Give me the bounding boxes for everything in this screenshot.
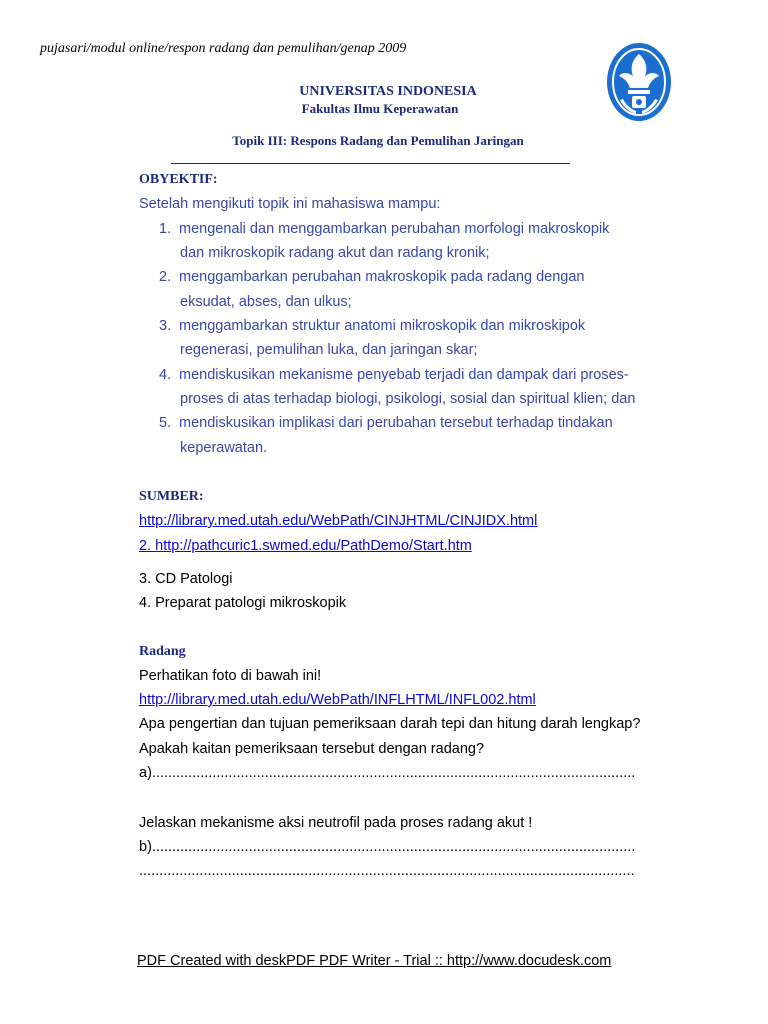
objective-item-continuation: proses di atas terhadap biologi, psikologi, sosial dan spiritual klien; dan [180,391,636,407]
objective-item-continuation: regenerasi, pemulihan luka, dan jaringan skar; [180,342,478,358]
question-3: Jelaskan mekanisme aksi neutrofil pada proses radang akut ! [139,815,533,831]
objective-heading: OBYEKTIF: [139,172,218,187]
source-link-2-row[interactable] [139,538,472,554]
item-number: 1. [159,221,172,237]
item-text: menggambarkan perubahan makroskopik pada radang dengan [179,269,585,285]
item-number: 3. [159,318,172,334]
question-1: Apa pengertian dan tujuan pemeriksaan darah tepi dan hitung darah lengkap? [139,716,641,732]
radang-instruction: Perhatikan foto di bawah ini! [139,668,322,684]
item-number: 2. [159,269,172,285]
objective-item [159,269,584,285]
source-item-4: 4. Preparat patologi mikroskopik [139,595,347,611]
item-text: mendiskusikan mekanisme penyebab terjadi dan dampak dari proses- [179,367,629,383]
source-link-1[interactable]: http://library.med.utah.edu/WebPath/CINJHTML/CINJIDX.html [139,513,538,529]
sources-heading: SUMBER: [139,489,204,504]
source-link-2[interactable]: http://pathcuric1.swmed.edu/PathDemo/Start.htm [155,538,472,554]
objective-item [159,318,585,334]
objective-intro: Setelah mengikuti topik ini mahasiswa mampu: [139,196,441,212]
answer-a-line: a)........................................................................................................................ [139,765,636,781]
faculty-name: Fakultas Ilmu Keperawatan [301,101,459,116]
item-text: mengenali dan menggambarkan perubahan morfologi makroskopik [179,221,610,237]
title-divider [171,163,570,164]
item-text: menggambarkan struktur anatomi mikroskopik dan mikroskipok [179,318,586,334]
radang-photo-link[interactable]: http://library.med.utah.edu/WebPath/INFLHTML/INFL002.html [139,692,536,708]
objective-item [159,415,613,431]
objective-item [159,367,629,383]
objective-item-continuation: dan mikroskopik radang akut dan radang kronik; [180,245,490,261]
source-item-3: 3. CD Patologi [139,571,233,587]
answer-b-line: b)........................................................................................................................ [139,839,636,855]
item-text: mendiskusikan implikasi dari perubahan tersebut terhadap tindakan [179,415,613,431]
objective-item [159,221,609,237]
answer-b-line-2: ........................................................................................................................... [139,863,635,879]
objective-item-continuation: eksudat, abses, dan ulkus; [180,294,352,310]
item-number: 4. [159,367,172,383]
pdf-footer[interactable]: PDF Created with deskPDF PDF Writer - Trial :: http://www.docudesk.com [137,953,612,969]
radang-heading: Radang [139,644,186,659]
topic-title: Topik III: Respons Radang dan Pemulihan Jaringan [232,133,524,148]
question-2: Apakah kaitan pemeriksaan tersebut dengan radang? [139,741,485,757]
university-name: UNIVERSITAS INDONESIA [299,84,477,99]
source-link-2-number: 2. [139,538,156,554]
item-number: 5. [159,415,172,431]
objective-item-continuation: keperawatan. [180,440,268,456]
running-title: pujasari/modul online/respon radang dan pemulihan/genap 2009 [40,41,407,56]
